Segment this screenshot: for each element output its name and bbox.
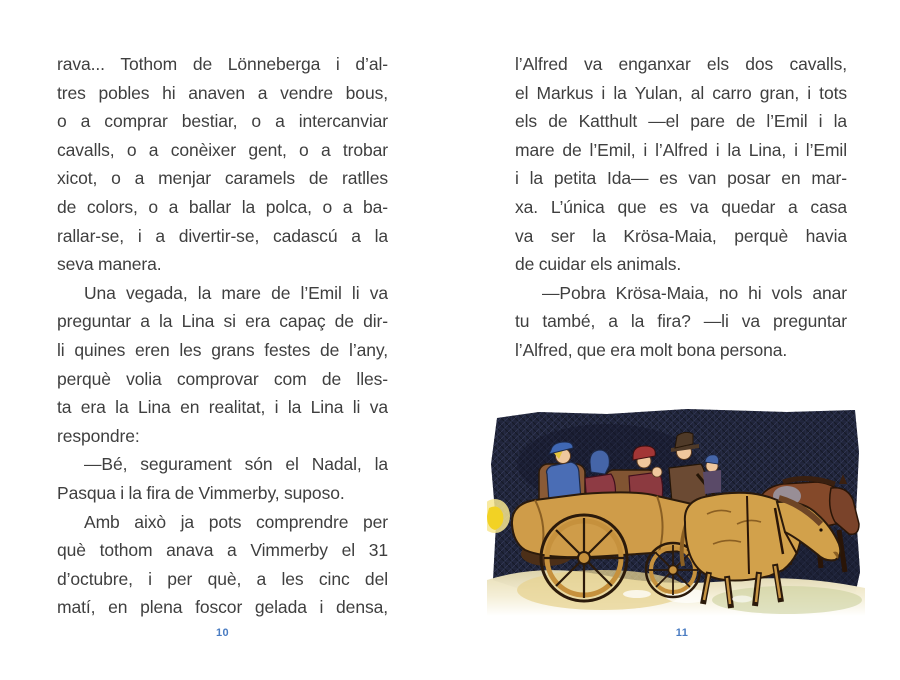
text-line: li quines eren les grans festes de l’any,	[57, 339, 388, 360]
text-line: d’octubre, i per què, a les cinc del	[57, 568, 388, 589]
text-line: —Pobra Krösa-Maia, no hi vols anar	[542, 282, 847, 303]
text-line: tu també, a la fira? —li va preguntar	[515, 311, 847, 332]
page-number-right: 11	[675, 627, 689, 639]
right-page-text-column	[515, 50, 847, 365]
text-line: mare de l’Emil, i l’Alfred i la Lina, i l’Emil	[515, 139, 847, 160]
text-line: ta era la Lina en realitat, i la Lina li va	[57, 397, 388, 418]
child-blue-cap	[703, 455, 721, 494]
text-line: de colors, o a ballar la polca, o a ba-	[57, 196, 388, 217]
text-line: Pasqua i la fira de Vimmerby, suposo.	[57, 482, 345, 503]
text-line: l’Alfred va enganxar els dos cavalls,	[515, 54, 847, 74]
text-line: cavalls, o a conèixer gent, o a trobar	[57, 139, 388, 160]
text-line: rava... Tothom de Lönneberga i d’al-	[57, 54, 388, 74]
text-line: preguntar a la Lina si era capaç de dir-	[57, 311, 388, 332]
night-carriage-illustration	[487, 404, 865, 616]
left-page-text-column	[57, 50, 388, 622]
text-line: perquè volia comprovar com de lles-	[57, 368, 388, 389]
text-line: seva manera.	[57, 254, 162, 275]
text-line: —Bé, segurament són el Nadal, la	[84, 454, 388, 475]
text-line: respondre:	[57, 425, 140, 446]
text-line: matí, en plena foscor gelada i densa,	[57, 597, 388, 618]
page-number-left: 10	[215, 627, 230, 639]
text-line: xicot, o a menjar caramels de ratlles	[57, 168, 388, 189]
text-line: Una vegada, la mare de l’Emil li va	[84, 282, 388, 303]
text-line: l’Alfred, que era molt bona persona.	[515, 339, 788, 360]
text-line: va ser la Krösa-Maia, perquè havia	[515, 225, 847, 246]
text-line: i la petita Ida— es van posar en mar-	[515, 168, 847, 189]
text-line: xa. L’única que es va quedar a casa	[515, 196, 847, 217]
text-line: tres pobles hi anaven a vendre bous,	[57, 82, 388, 103]
text-line: el Markus i la Yulan, al carro gran, i tots	[515, 82, 847, 103]
rear-wheel	[541, 515, 627, 601]
text-line: rallar-se, i a divertir-se, cadascú a la	[57, 225, 388, 246]
text-line: Amb això ja pots comprendre per	[84, 511, 388, 532]
text-line: què tothom anava a Vimmerby el 31	[57, 540, 388, 561]
text-line: o a comprar bestiar, o a intercanviar	[57, 111, 388, 132]
text-line: de cuidar els animals.	[515, 254, 682, 275]
text-line: els de Katthult —el pare de l’Emil i la	[515, 111, 847, 132]
